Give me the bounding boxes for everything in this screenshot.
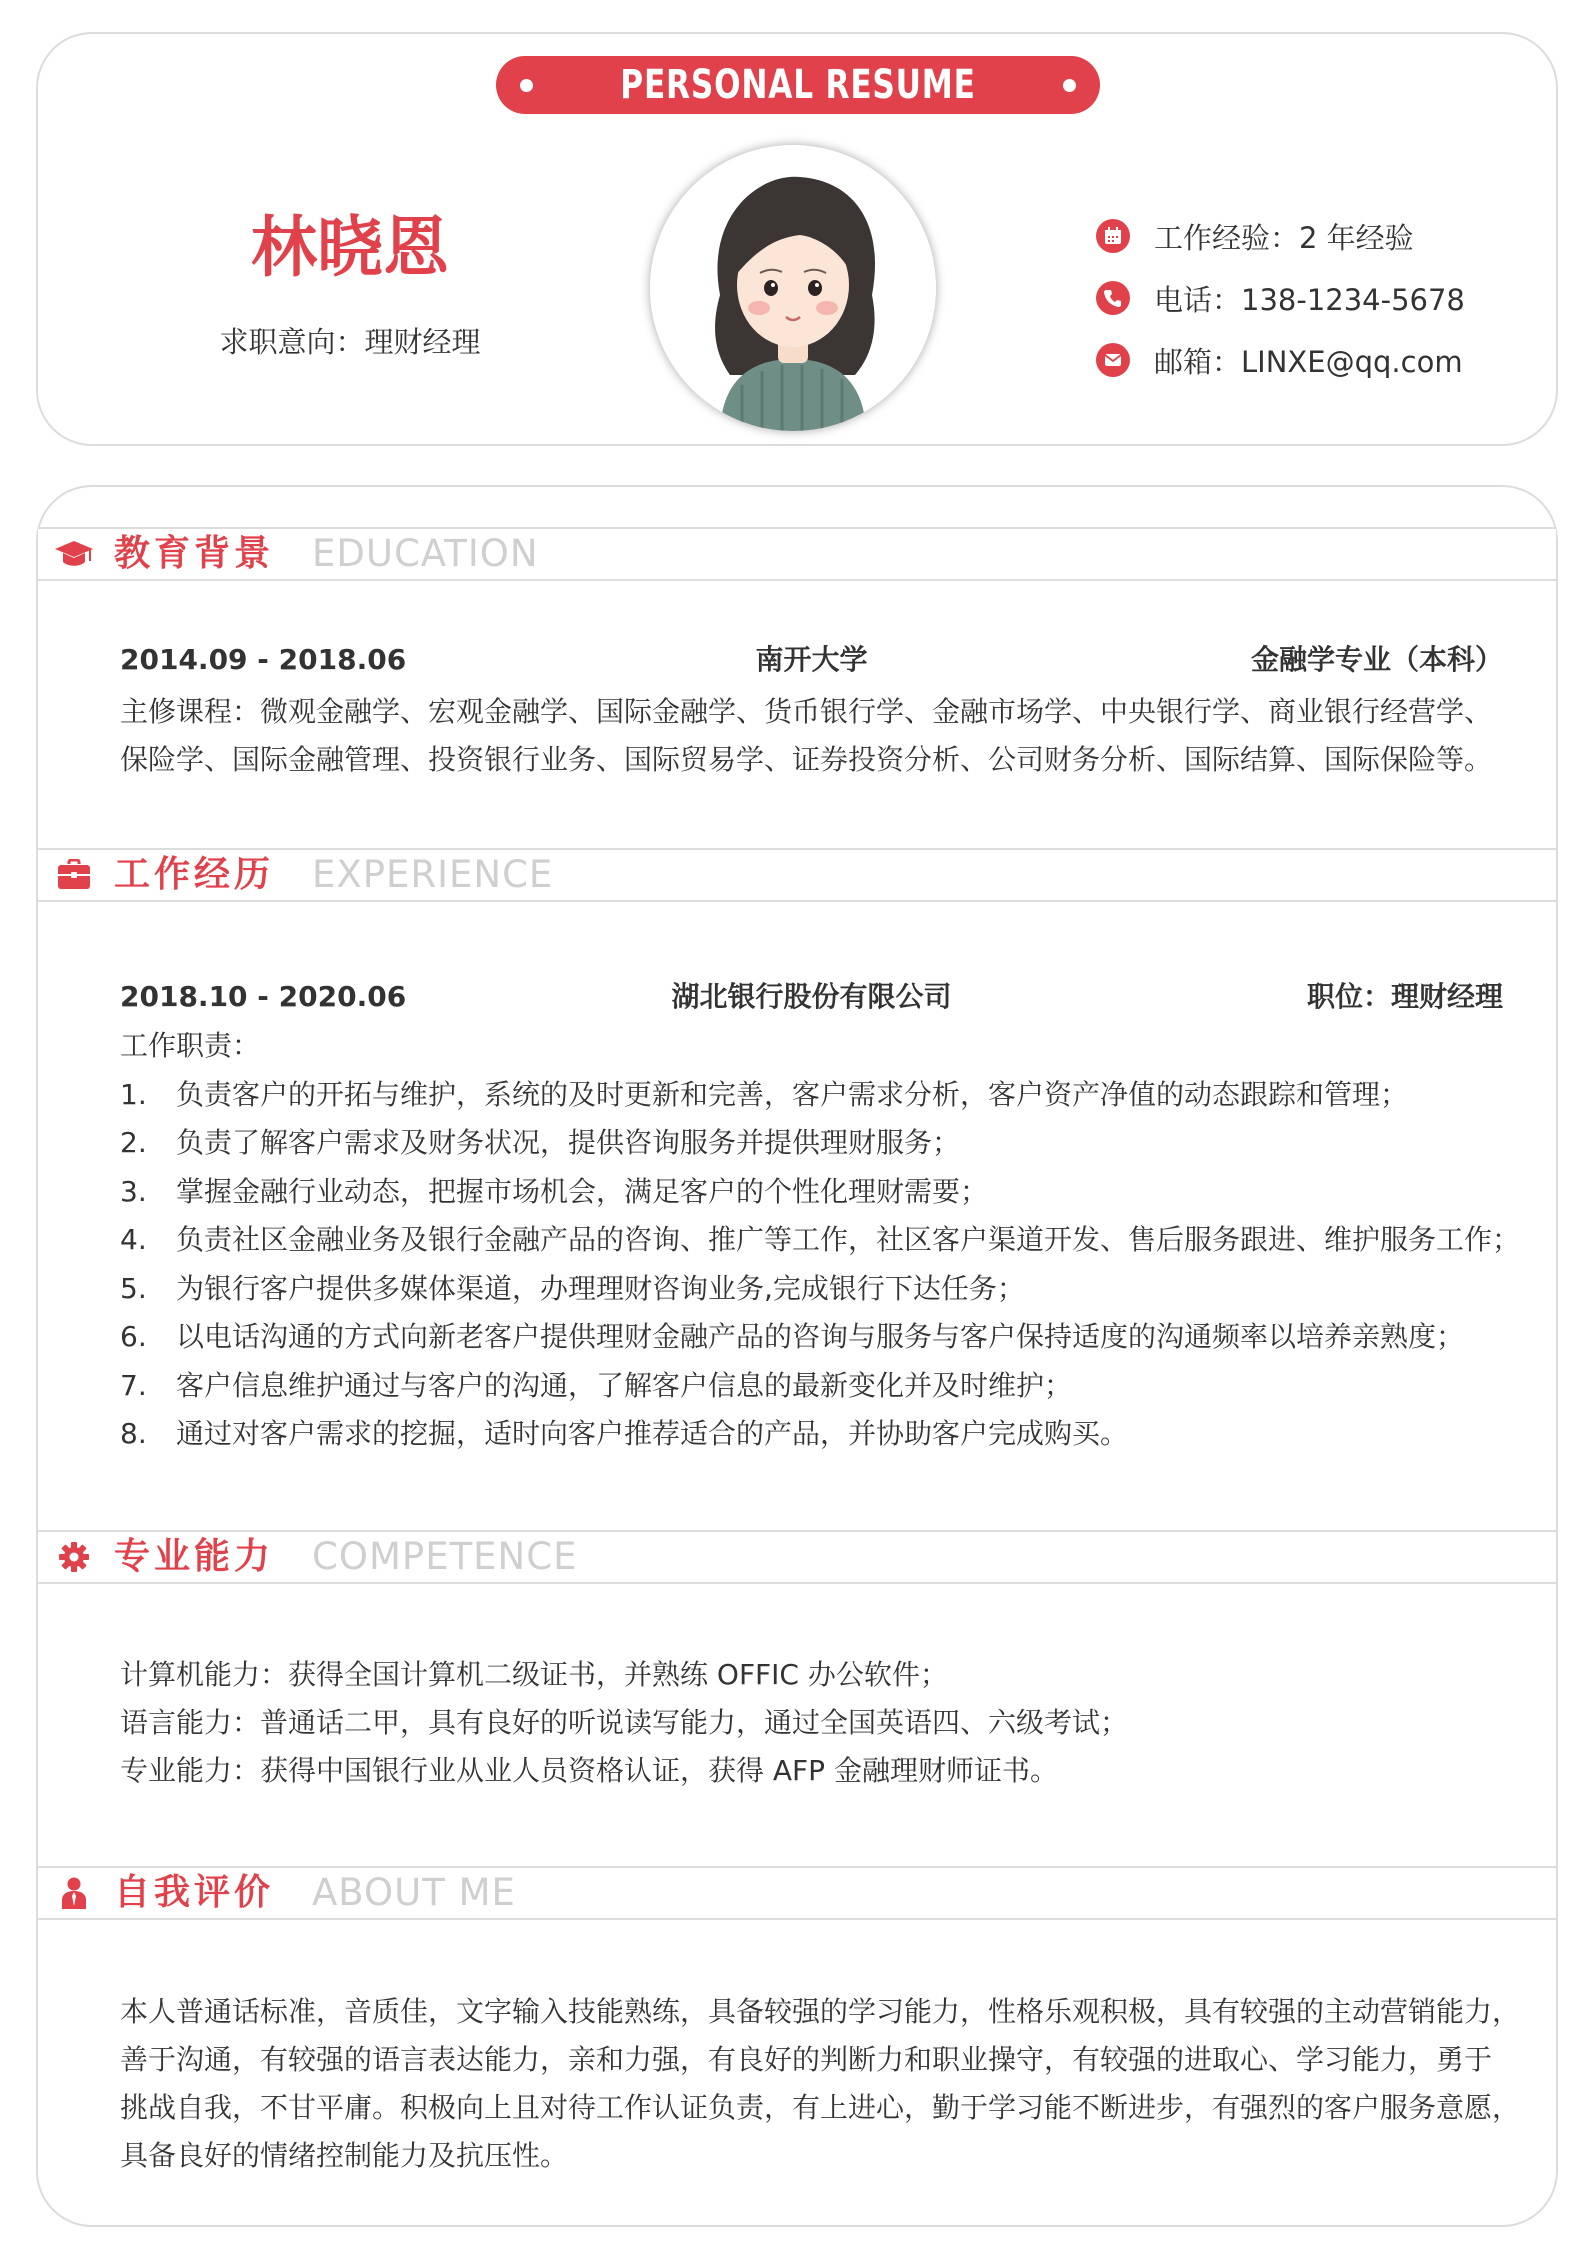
section-title-cn: 自我评价 xyxy=(114,1872,275,1913)
contact-email xyxy=(1096,340,1463,380)
section-title-cn: 工作经历 xyxy=(114,854,275,895)
banner-dot-left xyxy=(520,79,533,92)
section-header-experience xyxy=(38,848,1556,902)
resume-title-banner xyxy=(496,56,1100,114)
courses-line: 保险学、国际金融管理、投资银行业务、国际贸易学、证券投资分析、公司财务分析、国际结算、国际保险等。 xyxy=(120,743,1493,776)
courses-line: 主修课程：微观金融学、宏观金融学、国际金融学、货币银行学、金融市场学、中央银行学、商业银行经营学、 xyxy=(120,695,1493,728)
list-item: 2. 负责了解客户需求及财务状况，提供咨询服务并提供理财服务； xyxy=(120,1126,961,1159)
competence-line: 语言能力：普通话二甲，具有良好的听说读写能力，通过全国英语四、六级考试； xyxy=(120,1706,1129,1739)
education-courses xyxy=(120,688,1520,784)
job-intent: 求职意向：理财经理 xyxy=(219,325,481,359)
about-line: 挑战自我，不甘平庸。积极向上且对待工作认证负责，有上进心，勤于学习能不断进步，有强烈的客户服务意愿， xyxy=(120,2091,1521,2124)
contact-experience-text: 工作经验：2 年经验 xyxy=(1154,220,1414,255)
briefcase-icon xyxy=(54,858,94,892)
list-item: 4. 负责社区金融业务及银行金融产品的咨询、推广等工作，社区客户渠道开发、售后服务跟进、维护服务工作； xyxy=(120,1223,1521,1256)
education-major: 金融学专业（本科） xyxy=(1250,643,1503,676)
education-school: 南开大学 xyxy=(755,643,868,676)
calendar-icon xyxy=(1096,219,1130,253)
phone-icon xyxy=(1096,281,1130,315)
section-title-en: COMPETENCE xyxy=(312,1535,578,1578)
section-title-cn: 专业能力 xyxy=(114,1536,275,1577)
experience-company: 湖北银行股份有限公司 xyxy=(671,980,952,1013)
about-line: 善于沟通，有较强的语言表达能力，亲和力强，有良好的判断力和职业操守，有较强的进取心、学习能力，勇于 xyxy=(120,2043,1493,2076)
section-title-en: ABOUT ME xyxy=(312,1871,516,1914)
resume-title: PERSONAL RESUME xyxy=(620,62,976,108)
experience-period: 2018.10 - 2020.06 xyxy=(120,980,407,1013)
section-header-about xyxy=(38,1866,1556,1920)
about-line: 具备良好的情绪控制能力及抗压性。 xyxy=(120,2139,569,2172)
section-header-competence xyxy=(38,1530,1556,1584)
list-item: 3. 掌握金融行业动态，把握市场机会，满足客户的个性化理财需要； xyxy=(120,1174,989,1208)
avatar xyxy=(650,145,936,431)
education-period: 2014.09 - 2018.06 xyxy=(120,643,407,676)
contact-phone-text: 电话：138-1234-5678 xyxy=(1154,282,1465,317)
duties-label: 工作职责： xyxy=(120,1029,261,1062)
competence-line: 计算机能力：获得全国计算机二级证书，并熟练 OFFIC 办公软件； xyxy=(120,1658,948,1691)
experience-position: 职位：理财经理 xyxy=(1306,980,1503,1013)
gear-icon xyxy=(54,1540,94,1574)
list-item: 5. 为银行客户提供多媒体渠道，办理理财咨询业务,完成银行下达任务； xyxy=(120,1271,1025,1305)
graduation-cap-icon xyxy=(54,537,94,571)
candidate-name: 林晓恩 xyxy=(251,209,449,286)
contact-phone xyxy=(1096,278,1465,318)
section-header-education xyxy=(38,527,1556,581)
section-title-en: EXPERIENCE xyxy=(312,853,554,896)
banner-dot-right xyxy=(1063,79,1076,92)
contact-email-text: 邮箱：LINXE@qq.com xyxy=(1154,344,1463,379)
experience-duties xyxy=(120,1022,1520,1459)
avatar-illustration xyxy=(650,145,936,431)
education-row xyxy=(120,640,1503,680)
section-title-en: EDUCATION xyxy=(312,532,539,575)
list-item: 8. 通过对客户需求的挖掘，适时向客户推荐适合的产品，并协助客户完成购买。 xyxy=(120,1417,1129,1450)
person-icon xyxy=(54,1876,94,1910)
competence-line: 专业能力：获得中国银行业从业人员资格认证，获得 AFP 金融理财师证书。 xyxy=(120,1754,1058,1787)
contact-experience xyxy=(1096,216,1414,256)
section-title-cn: 教育背景 xyxy=(114,533,275,574)
list-item: 1. 负责客户的开拓与维护，系统的及时更新和完善，客户需求分析，客户资产净值的动态跟踪和管理； xyxy=(120,1077,1409,1111)
list-item: 6. 以电话沟通的方式向新老客户提供理财金融产品的咨询与服务与客户保持适度的沟通频率以培养亲熟度； xyxy=(120,1320,1465,1353)
mail-icon xyxy=(1096,343,1130,377)
about-line: 本人普通话标准，音质佳，文字输入技能熟练，具备较强的学习能力，性格乐观积极，具有较强的主动营销能力， xyxy=(120,1995,1521,2028)
about-text xyxy=(120,1988,1520,2180)
experience-row xyxy=(120,977,1503,1017)
competence-list xyxy=(120,1651,1520,1795)
list-item: 7. 客户信息维护通过与客户的沟通，了解客户信息的最新变化并及时维护； xyxy=(120,1368,1073,1402)
